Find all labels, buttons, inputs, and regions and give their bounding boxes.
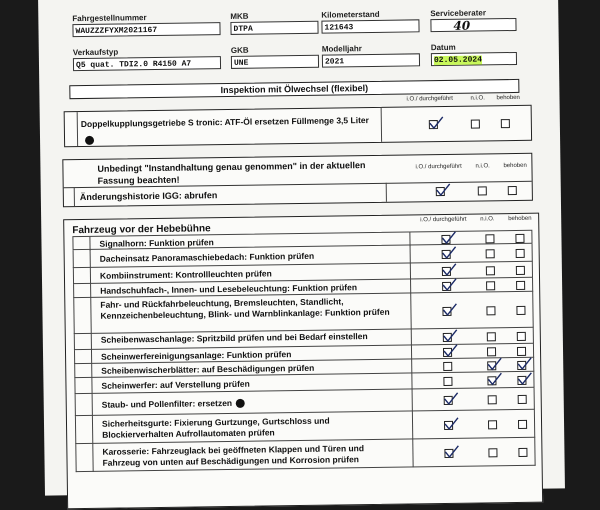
checkbox-nio[interactable] [488,395,497,404]
checkbox-behoben[interactable] [517,375,526,384]
checkbox-behoben[interactable] [518,419,527,428]
checkbox-nio[interactable] [486,266,495,275]
checkbox-atf-nio[interactable] [471,119,480,128]
checkmark-icon [440,230,456,244]
checkbox-io[interactable] [444,395,453,404]
gkb-value[interactable]: UNE [231,55,319,69]
col-nio-label-3: n.i.O. [480,216,495,223]
datum-label: Datum [430,42,456,53]
checkbox-nio[interactable] [487,376,496,385]
checkbox-io[interactable] [443,347,452,356]
col-io-label-3: i.O./ durchgeführt [420,216,467,224]
checkbox-io[interactable] [442,249,451,258]
checkbox-atf-behoben[interactable] [501,119,510,128]
checklist-item-label: Signalhorn: Funktion prüfen [99,236,214,249]
checkmark-icon [428,116,444,130]
checklist-item-text [102,415,402,441]
mkb-label: MKB [230,11,249,21]
checklist-item-text [100,295,400,321]
igg-item-text: Änderungshistorie IGG: abrufen [79,190,218,203]
checkbox-io[interactable] [444,448,453,457]
checkbox-io[interactable] [444,420,453,429]
col-nio-label-2: n.i.O. [475,163,490,170]
modelljahr-value[interactable]: 2021 [322,53,420,67]
checkbox-nio[interactable] [488,420,497,429]
datum-highlight: 02.05.2024 [433,55,483,66]
section-title-inspektion: Inspektion mit Ölwechsel (flexibel) [69,79,519,99]
block-igg [62,153,533,208]
checkmark-icon [486,372,502,386]
verkaufstyp-value[interactable]: Q5 quat. TDI2.0 R4150 A7 [73,56,221,71]
checkmark-icon [443,416,459,430]
checkmark-icon [486,357,502,371]
kilometerstand-label: Kilometerstand [321,9,380,20]
checkbox-io[interactable] [443,376,452,385]
verkaufstyp-label: Verkaufstyp [72,47,119,58]
checkmark-icon [516,356,532,370]
checkmark-icon [442,343,458,357]
checkbox-nio[interactable] [487,347,496,356]
checklist-item-label: Handschuhfach-, Innen- und Lesebeleuchtung: Funktion prüfen [100,281,358,296]
checklist-item-label: Scheinwerfer: auf Verstellung prüfen [101,378,250,391]
block-atf-text [81,112,377,148]
checkbox-io[interactable] [442,281,451,290]
col-nio-label: n.i.O. [470,95,485,102]
checkbox-behoben[interactable] [517,346,526,355]
checkmark-icon [435,183,451,197]
checkmark-icon [441,302,457,316]
checkbox-igg-behoben[interactable] [508,186,517,195]
checkbox-nio[interactable] [486,249,495,258]
checkbox-nio[interactable] [485,234,494,243]
fahrgestellnummer-value[interactable]: WAUZZZFYXM2021167 [72,22,220,37]
checklist-item-label: Fahr- und Rückfahrbeleuchtung, Bremsleuchten, Standlicht, Kennzeichenbeleuchtung, Blink- und Warnblinkanlage: Funktion prüfen [100,295,390,321]
bullet-dot-icon [85,136,94,145]
checkbox-io[interactable] [443,361,452,370]
serviceberater-value[interactable]: 40 [430,18,516,32]
checklist-item-label: Dacheinsatz Panoramaschiebedach: Funktion prüfen [99,250,315,264]
checkbox-io[interactable] [442,266,451,275]
checkbox-nio[interactable] [486,281,495,290]
checkbox-atf-io[interactable] [429,120,438,129]
service-checklist-sheet [38,0,565,496]
checklist-item-text [100,266,400,281]
checklist-item-label: Scheinwerfereinigungsanlage: Funktion prüfen [100,348,292,362]
col-behoben-label-3: behoben [508,215,532,223]
checkmark-icon [443,444,459,458]
checkmark-icon [443,391,459,405]
checkbox-behoben[interactable] [515,233,524,242]
checklist-item-label: Scheibenwischerblätter: auf Beschädigungen prüfen [101,362,315,376]
checkbox-io[interactable] [443,332,452,341]
checkbox-behoben[interactable] [518,394,527,403]
checkbox-io[interactable] [442,306,451,315]
checkbox-behoben[interactable] [516,248,525,257]
serviceberater-label: Serviceberater [430,8,486,19]
section-title-hebebuehne: Fahrzeug vor der Hebebühne [72,223,211,237]
checkbox-igg-nio[interactable] [478,186,487,195]
section-hebebuehne [63,213,543,510]
kilometerstand-value[interactable]: 121643 [321,19,419,33]
bullet-dot-icon [236,399,245,408]
checkbox-behoben[interactable] [516,280,525,289]
col-io-label: i.O./ durchgeführt [406,95,453,103]
fahrgestellnummer-label: Fahrgestellnummer [72,13,147,24]
checkbox-behoben[interactable] [517,360,526,369]
col-behoben-label: behoben [496,94,520,102]
block-atf [64,94,532,148]
checklist-item-label: Kombiinstrument: Kontrollleuchten prüfen [99,267,272,281]
checkmark-icon [516,371,532,385]
checklist-item-label: Staub- und Pollenfilter: ersetzen [101,397,233,410]
modelljahr-label: Modelljahr [321,44,362,54]
checkbox-nio[interactable] [486,306,495,315]
checkbox-io[interactable] [441,234,450,243]
checklist-item-text [101,376,401,391]
checkbox-igg-io[interactable] [436,187,445,196]
checklist-item-text [102,395,402,410]
col-io-label-2: i.O./ durchgeführt [415,163,462,171]
checklist-item-label: Karosserie: Fahrzeuglack bei geöffneten Klappen und Türen und Fahrzeug von unten auf Beschädigungen und Korrosion prüfen [102,443,365,468]
checklist-item-text [101,331,401,346]
checkbox-behoben[interactable] [516,265,525,274]
checkbox-nio[interactable] [488,448,497,457]
checkbox-nio[interactable] [487,332,496,341]
checklist-item-label: Scheibenwaschanlage: Spritzbild prüfen und bei Bedarf einstellen [100,331,368,345]
checkmark-icon [441,277,457,291]
checkbox-behoben[interactable] [518,447,527,456]
checkmark-icon [441,245,457,259]
checkmark-icon [442,328,458,342]
mkb-value[interactable]: DTPA [230,21,318,35]
checklist-item-text [102,443,402,469]
col-behoben-label-2: behoben [503,162,527,170]
datum-value[interactable] [431,52,517,66]
checkbox-behoben[interactable] [516,305,525,314]
block-atf-label: Doppelkupplungsgetriebe S tronic: ATF-Öl ersetzen Füllmenge 3,5 Liter [80,115,369,130]
block-igg-heading: Unbedingt "Instandhaltung genau genommen" in der aktuellen Fassung beachten! [97,160,366,186]
gkb-label: GKB [230,45,249,55]
checkbox-nio[interactable] [487,361,496,370]
checkmark-icon [441,262,457,276]
checklist-item-label: Sicherheitsgurte: Fixierung Gurtzunge, Gurtschloss und Blockierverhalten Aufrollautomaten prüfen [101,415,330,440]
checklist-item-text [100,249,400,264]
checkbox-behoben[interactable] [517,331,526,340]
checklist-row [75,438,535,472]
